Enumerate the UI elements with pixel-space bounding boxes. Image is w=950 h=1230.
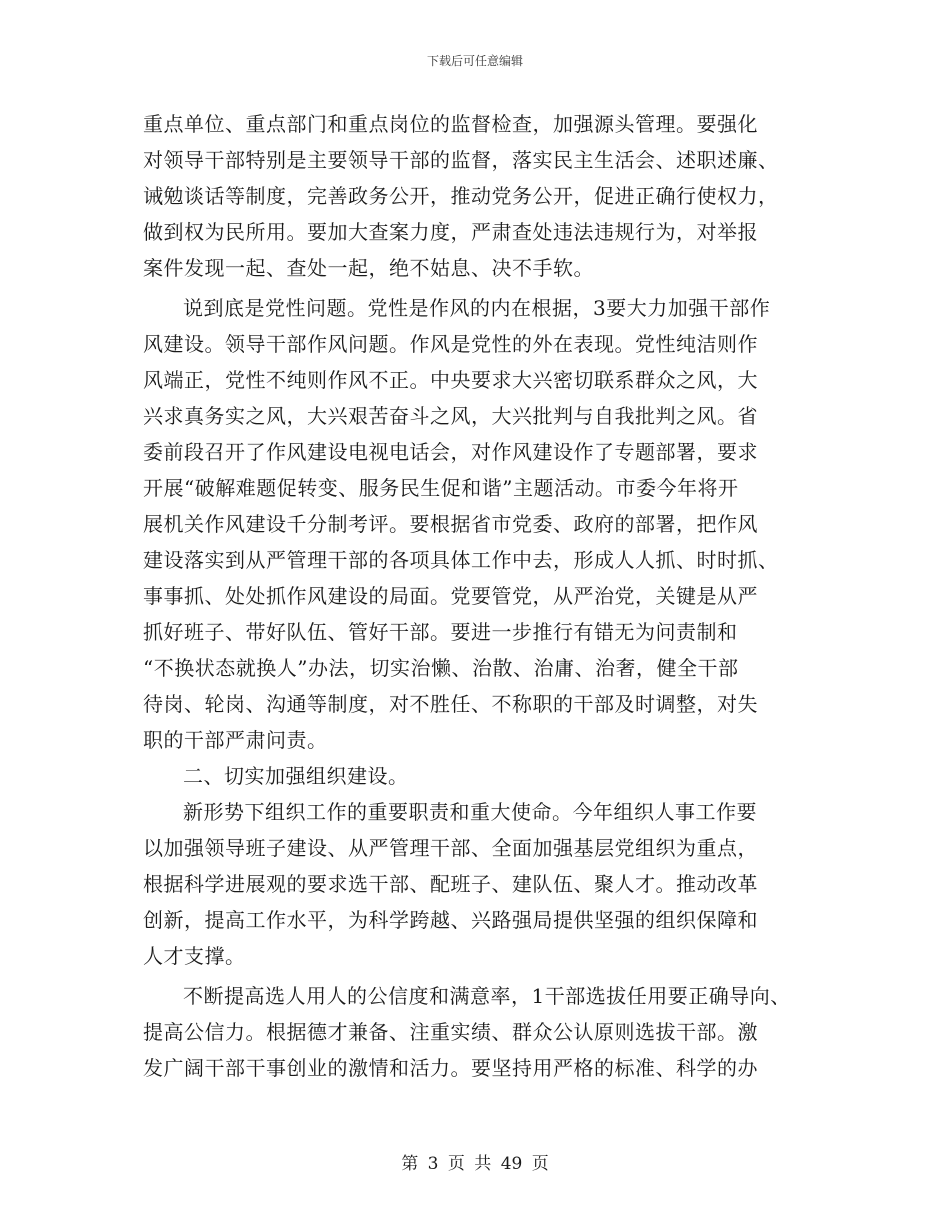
text-line: 对领导干部特别是主要领导干部的监督，落实民主生活会、述职述廉、	[143, 148, 779, 172]
text-line: 委前段召开了作风建设电视电话会，对作风建设作了专题部署，要求	[143, 440, 758, 464]
text-line: 风建设。领导干部作风问题。作风是党性的外在表现。党性纯洁则作	[143, 332, 758, 356]
paragraph-1	[143, 106, 813, 286]
text-line: 说到底是党性问题。党性是作风的内在根据，3要大力加强干部作	[183, 296, 771, 320]
text-line: 案件发现一起、查处一起，绝不姑息、决不手软。	[143, 256, 594, 280]
text-line: 做到权为民所用。要加大查案力度，严肃查处违法违规行为，对举报	[143, 220, 758, 244]
text-line: 兴求真务实之风，大兴艰苦奋斗之风，大兴批判与自我批判之风。省	[143, 404, 758, 428]
text-line: 二、切实加强组织建设。	[183, 764, 409, 788]
paragraph-3	[143, 794, 813, 974]
paragraph-4	[143, 978, 813, 1086]
text-line: 人才支撑。	[143, 944, 246, 968]
paragraph-2	[143, 290, 813, 758]
text-line: 诫勉谈话等制度，完善政务公开，推动党务公开，促进正确行使权力，	[143, 184, 779, 208]
text-line: 待岗、轮岗、沟通等制度，对不胜任、不称职的干部及时调整，对失	[143, 692, 758, 716]
text-line: 职的干部严肃问责。	[143, 728, 328, 752]
text-line: “不换状态就换人”办法，切实治懒、治散、治庸、治奢，健全干部	[143, 656, 739, 680]
text-line: 提高公信力。根据德才兼备、注重实绩、群众公认原则选拔干部。激	[143, 1020, 758, 1044]
text-line: 风端正，党性不纯则作风不正。中央要求大兴密切联系群众之风，大	[143, 368, 758, 392]
text-line: 创新，提高工作水平，为科学跨越、兴路强局提供坚强的组织保障和	[143, 908, 758, 932]
text-line: 抓好班子、带好队伍、管好干部。要进一步推行有错无为问责制和	[143, 620, 738, 644]
text-line: 以加强领导班子建设、从严管理干部、全面加强基层党组织为重点，	[143, 836, 758, 860]
text-line: 重点单位、重点部门和重点岗位的监督检查，加强源头管理。要强化	[143, 112, 758, 136]
text-line: 建设落实到从严管理干部的各项具体工作中去，形成人人抓、时时抓、	[143, 548, 779, 572]
text-line: 根据科学进展观的要求选干部、配班子、建队伍、聚人才。推动改革	[143, 872, 758, 896]
page-number-footer: 第 3 页 共 49 页	[401, 1154, 549, 1174]
page-header: 下载后可任意编辑	[426, 54, 523, 68]
text-line: 发广阔干部干事创业的激情和活力。要坚持用严格的标准、科学的办	[143, 1056, 758, 1080]
text-line: 不断提高选人用人的公信度和满意率，1干部选拔任用要正确导向、	[183, 984, 791, 1008]
text-line: 事事抓、处处抓作风建设的局面。党要管党，从严治党，关键是从严	[143, 584, 758, 608]
section-heading	[143, 758, 813, 794]
text-line: 新形势下组织工作的重要职责和重大使命。今年组织人事工作要	[183, 800, 757, 824]
text-line: 开展“破解难题促转变、服务民生促和谐”主题活动。市委今年将开	[143, 476, 739, 500]
text-line: 展机关作风建设千分制考评。要根据省市党委、政府的部署，把作风	[143, 512, 758, 536]
document-body	[143, 106, 813, 1086]
